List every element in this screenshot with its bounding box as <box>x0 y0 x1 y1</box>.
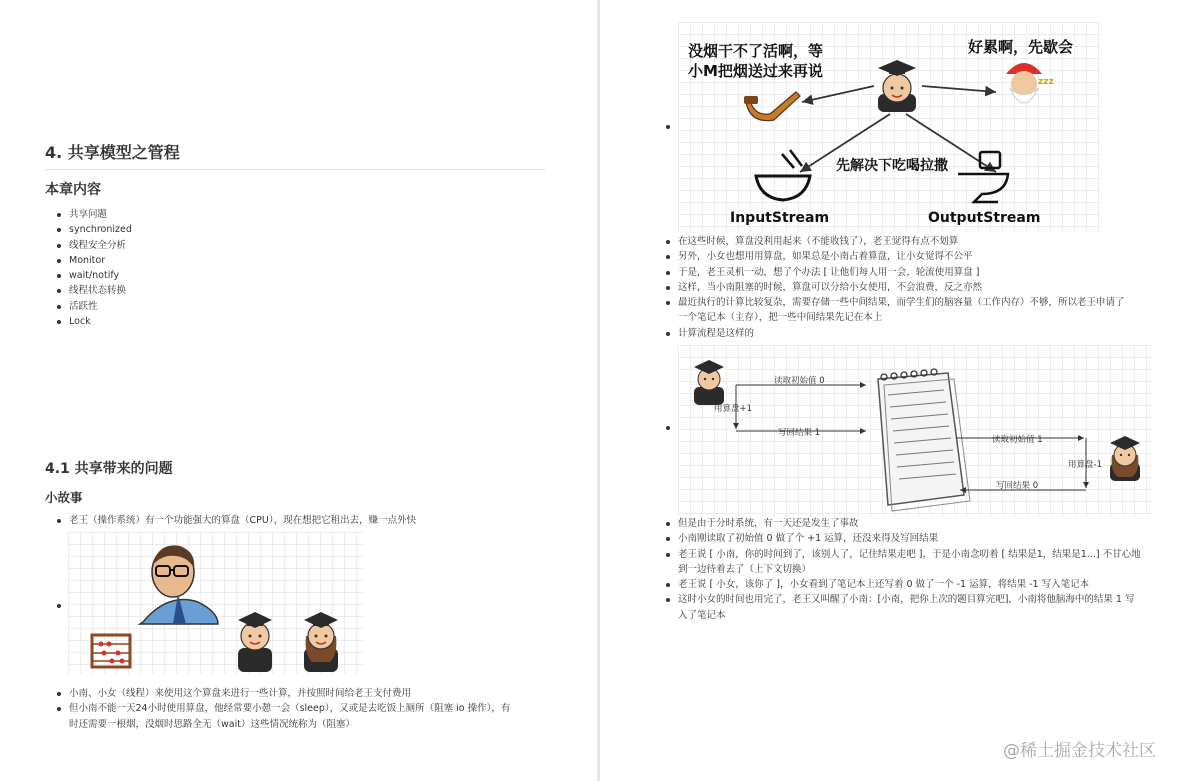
notebook-icon <box>878 369 970 511</box>
list-item-continuation: 时还需要一根烟，没烟时思路全无（wait）这些情况统称为（阻塞） <box>69 718 355 730</box>
page-title: 4. 共享模型之管程 <box>45 140 545 170</box>
calc-right-label: 用算盘-1 <box>1068 460 1102 470</box>
list-item: 最近执行的计算比较复杂，需要存储一些中间结果，而学生们的脑容量（工作内存）不够，所以老王申请了 <box>664 295 1164 310</box>
read-right-label: 读取初始值 1 <box>992 435 1043 445</box>
list-item: 老王说 [ 小南，你的时间到了，该别人了，记住结果走吧 ]，于是小南念叨着 [ 结果是1，结果是1...] 不甘心地 <box>664 547 1164 562</box>
list-item: 共享问题 <box>55 207 132 222</box>
write-left-label: 写回结果 1 <box>778 428 821 438</box>
list-item: wait/notify <box>55 268 132 283</box>
right-page <box>600 0 1178 781</box>
list-item-continuation: 入了笔记本 <box>678 609 726 621</box>
story-list <box>55 686 555 732</box>
image-bullet <box>57 604 61 608</box>
story-list-1 <box>664 234 1164 341</box>
bubble-right: 好累啊，先歇会 <box>968 38 1074 56</box>
middle-label: 先解决下吃喝拉撒 <box>836 158 948 174</box>
list-item: 但小南不能一天24小时使用算盘，他经常要小憩一会（sleep），又或是去吃饭上厕所（阻塞 io 操作），有 <box>55 701 555 716</box>
student-boy-avatar <box>238 612 272 672</box>
arrow-to-pipe <box>802 86 874 102</box>
bubble-left-line1: 没烟干不了活啊，等 <box>688 42 824 60</box>
blocking-illustration <box>678 22 1100 232</box>
list-item: 小南、小女（线程）来使用这个算盘来进行一些计算，并按照时间给老王支付费用 <box>55 686 555 701</box>
list-item: 这样，当小南阻塞的时候，算盘可以分给小女使用，不会浪费，反之亦然 <box>664 280 1164 295</box>
list-item: 活跃性 <box>55 299 132 314</box>
section-heading: 4.1 共享带来的问题 <box>45 461 173 477</box>
story-heading: 小故事 <box>45 490 83 505</box>
read-left-label: 读取初始值 0 <box>774 376 825 386</box>
calc-flow-svg <box>678 345 1152 517</box>
student-boy-avatar <box>694 360 724 405</box>
list-item: Lock <box>55 314 132 329</box>
story-list-2 <box>664 516 1164 623</box>
svg-text:zzz: zzz <box>1038 77 1054 87</box>
chapter-heading: 本章内容 <box>45 182 101 198</box>
list-item: 小南刚读取了初始值 0 做了个 +1 运算，还没来得及写回结果 <box>664 531 1164 546</box>
boss-students-abacus-svg <box>68 532 363 674</box>
story-illustration <box>68 532 363 674</box>
calc-flow-illustration <box>678 345 1152 517</box>
input-stream-label: InputStream <box>730 210 830 226</box>
bubble-left-line2: 小M把烟送过来再说 <box>688 62 823 80</box>
output-stream-label: OutputStream <box>928 210 1041 226</box>
chapter-list <box>55 207 132 329</box>
arrow-to-santa <box>922 86 996 92</box>
image-bullet <box>666 125 670 129</box>
list-item: synchronized <box>55 222 132 237</box>
boss-figure <box>140 545 218 624</box>
write-right-label: 写回结果 0 <box>996 481 1039 491</box>
list-item: 但是由于分时系统，有一天还是发生了事故 <box>664 516 1164 531</box>
abacus-icon <box>92 635 130 667</box>
calc-left-label: 用算盘+1 <box>714 404 753 414</box>
watermark: @稀土掘金技术社区 <box>1003 741 1156 761</box>
blocking-diagram-svg <box>678 22 1100 232</box>
list-item: 另外，小女也想用用算盘，如果总是小南占着算盘，让小女觉得不公平 <box>664 249 1164 264</box>
toilet-icon <box>958 152 1008 202</box>
list-item: 计算流程是这样的 <box>664 326 1164 341</box>
list-item-continuation: 一个笔记本（主存），把一些中间结果先记在本上 <box>678 312 883 324</box>
list-item: 这时小女的时间也用完了，老王又叫醒了小南：[小南，把你上次的题目算完吧]，小南将他脑海中的结果 1 写 <box>664 592 1164 607</box>
list-item: 在这些时候，算盘没利用起来（不能收钱了），老王觉得有点不划算 <box>664 234 1164 249</box>
list-item: Monitor <box>55 253 132 268</box>
image-bullet <box>666 426 670 430</box>
list-item: 老王（操作系统）有一个功能强大的算盘（CPU），现在想把它租出去，赚一点外快 <box>55 513 416 528</box>
student-center-avatar <box>878 60 916 112</box>
santa-sleeping-icon <box>1006 63 1054 103</box>
list-item: 于是，老王灵机一动，想了个办法 [ 让他们每人用一会，轮流使用算盘 ] <box>664 265 1164 280</box>
list-item: 老王说 [ 小女，该你了 ]，小女看到了笔记本上还写着 0 做了一个 -1 运算，将结果 -1 写入笔记本 <box>664 577 1164 592</box>
bowl-icon <box>756 150 810 200</box>
student-girl-avatar <box>1110 436 1140 481</box>
student-girl-avatar <box>304 612 338 672</box>
list-item-continuation: 到一边待着去了（上下文切换） <box>678 563 812 575</box>
story-intro-list <box>55 513 416 528</box>
pipe-icon <box>744 92 800 121</box>
list-item: 线程安全分析 <box>55 238 132 253</box>
list-item: 线程状态转换 <box>55 283 132 298</box>
